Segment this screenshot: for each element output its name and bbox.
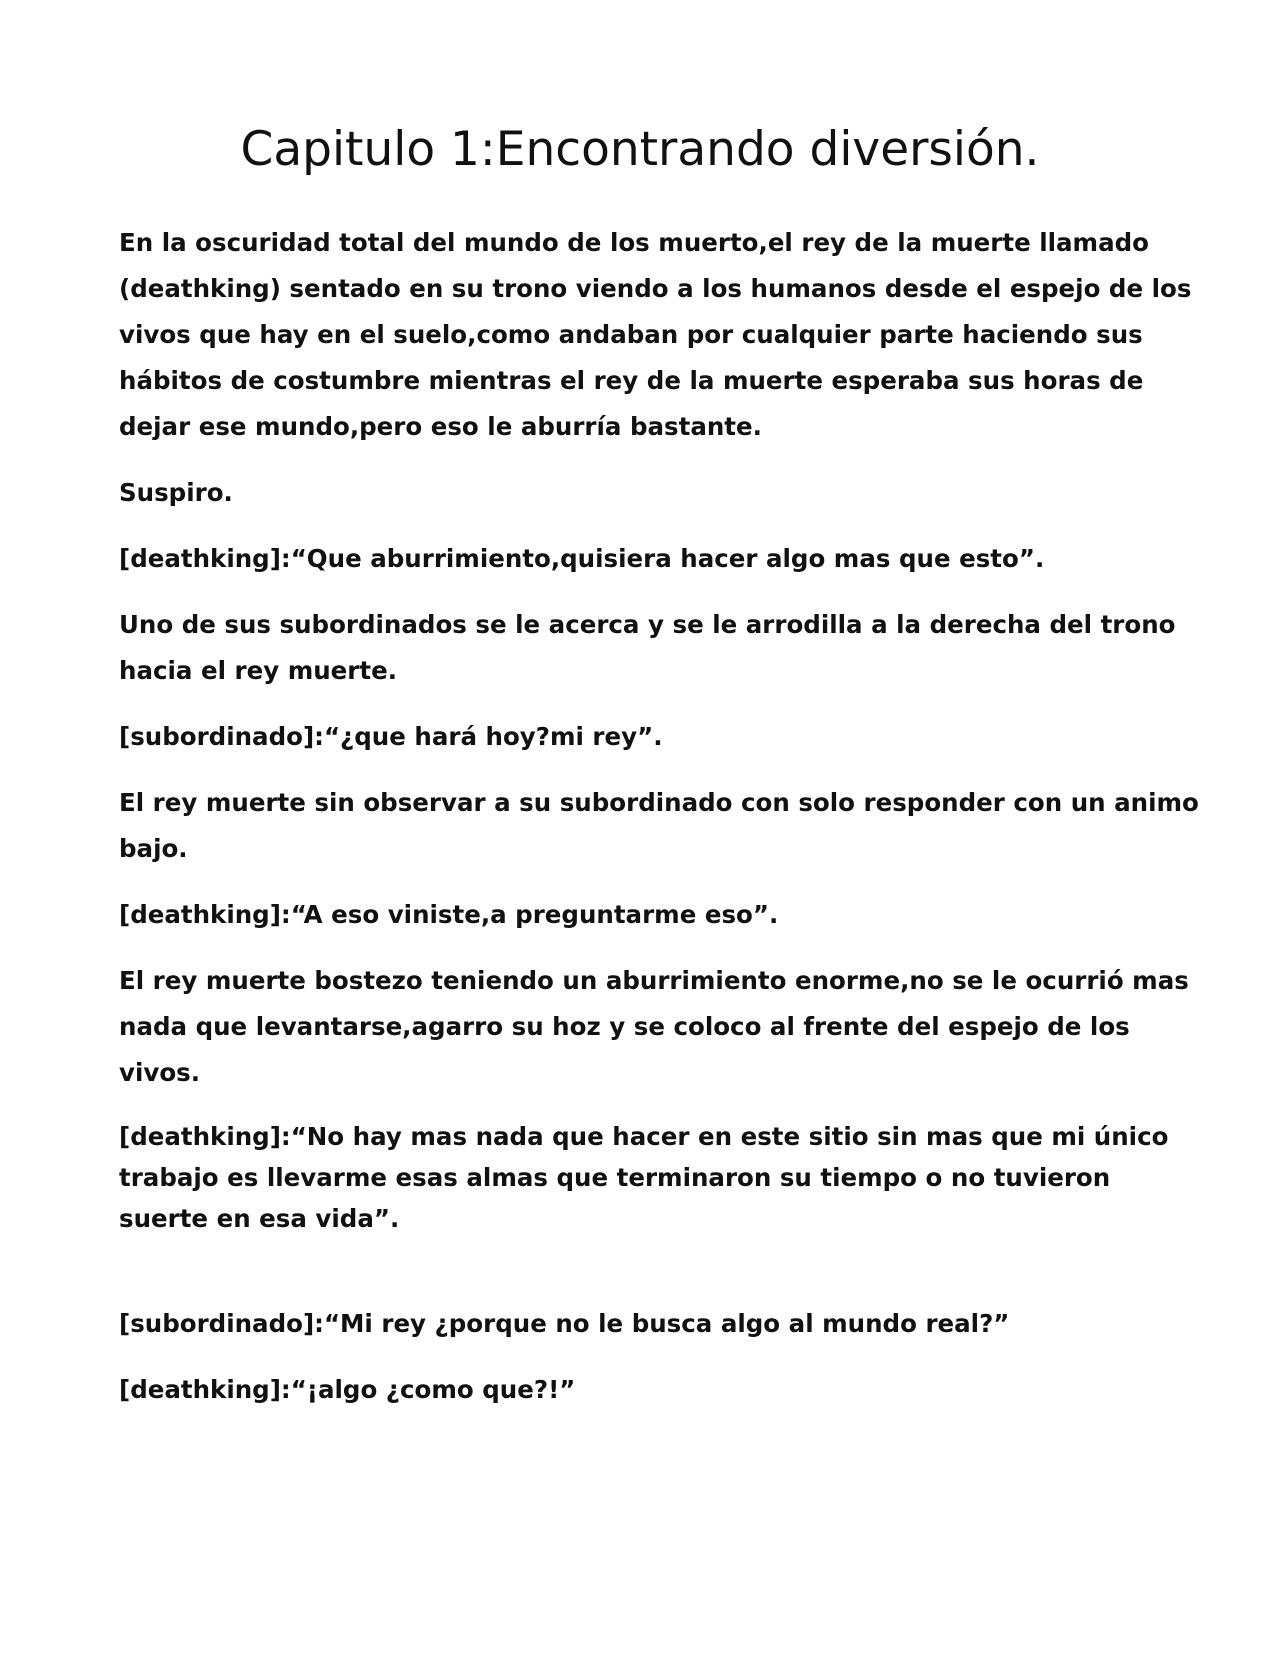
dialogue-deathking-2: [deathking]:“A eso viniste,a preguntarme eso”. [119, 900, 779, 929]
dialogue-deathking-1: [deathking]:“Que aburrimiento,quisiera hacer algo mas que esto”. [119, 544, 1045, 573]
paragraph-intro: En la oscuridad total del mundo de los muerto,el rey de la muerte llamado (deathking) sentado en su trono viendo a los humanos desde el espejo de los vivos que hay en el suelo,como andaban por cualquier parte haciendo sus hábitos de costumbre mientras el rey de la muerte esperaba sus horas de dejar ese mundo,pero eso le aburría bastante. [119, 228, 1192, 441]
dialogue-deathking-3: [deathking]:“No hay mas nada que hacer en este sitio sin mas que mi único trabajo es llevarme esas almas que terminaron su tiempo o no tuvieron suerte en esa vida”. [119, 1122, 1169, 1233]
paragraph-subordinate-approaches: Uno de sus subordinados se le acerca y se le arrodilla a la derecha del trono hacia el rey muerte. [119, 610, 1176, 685]
chapter-body [119, 220, 1199, 1433]
paragraph-king-yawns: El rey muerte bostezo teniendo un aburrimiento enorme,no se le ocurrió mas nada que levantarse,agarro su hoz y se coloco al frente del espejo de los vivos. [119, 966, 1189, 1087]
dialogue-subordinate-2: [subordinado]:“Mi rey ¿porque no le busca algo al mundo real?” [119, 1309, 1010, 1338]
dialogue-subordinate-1: [subordinado]:“¿que hará hoy?mi rey”. [119, 722, 663, 751]
dialogue-deathking-4: [deathking]:“¡algo ¿como que?!” [119, 1375, 576, 1404]
blank-line [119, 1259, 1199, 1301]
paragraph-sigh: Suspiro. [119, 478, 233, 507]
paragraph-king-responds: El rey muerte sin observar a su subordinado con solo responder con un animo bajo. [119, 788, 1199, 863]
chapter-title: Capitulo 1:Encontrando diversión. [240, 122, 1040, 177]
